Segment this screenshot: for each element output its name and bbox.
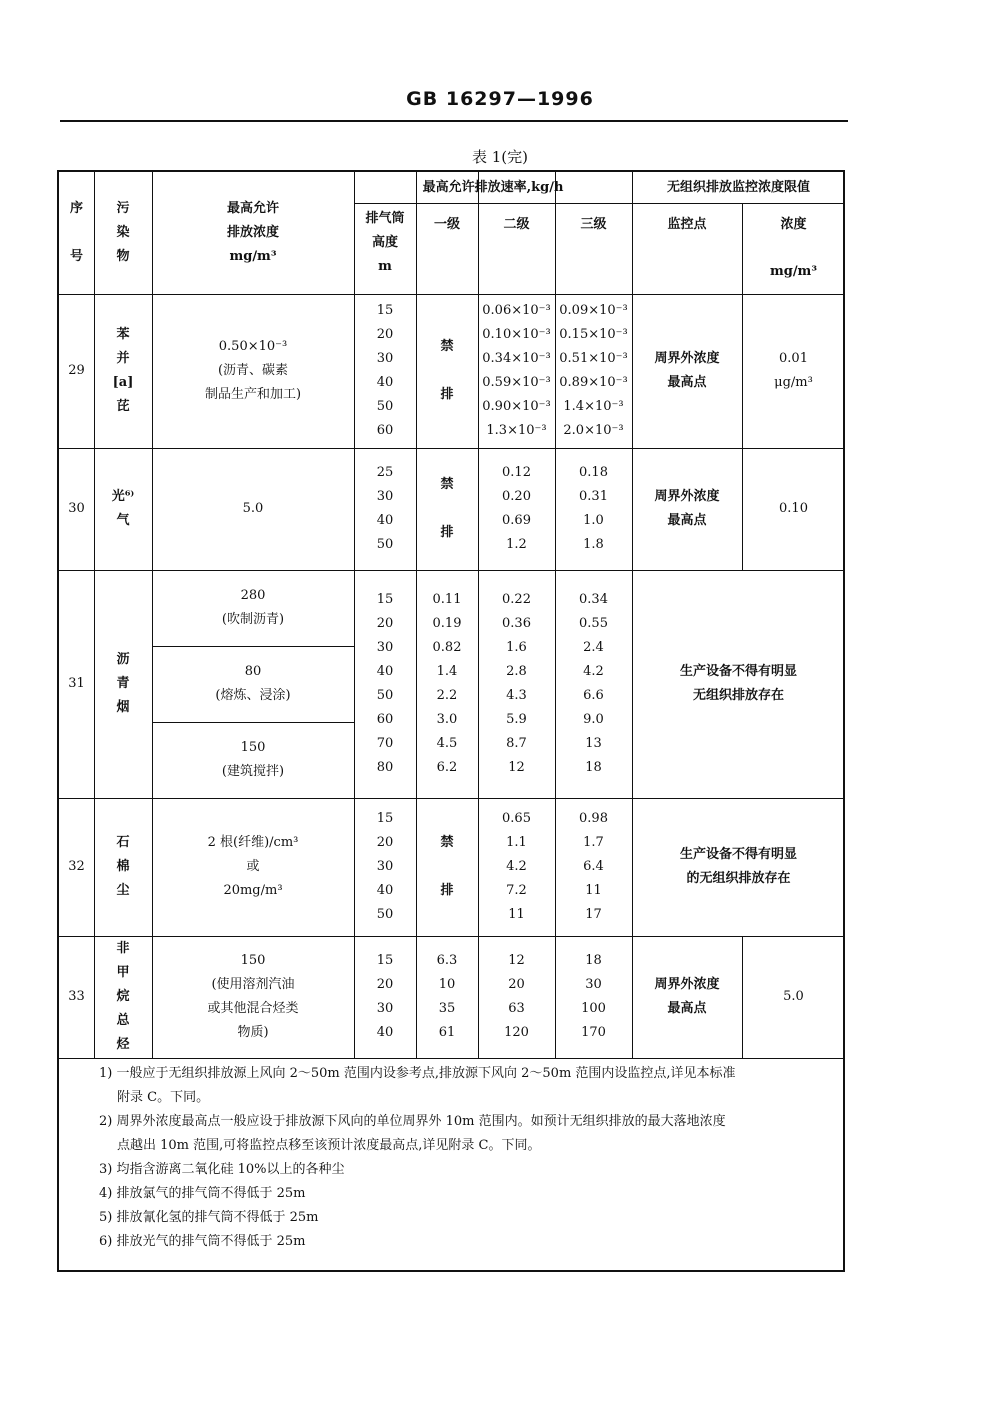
max-concentration-line: 0.50×10⁻³	[218, 339, 288, 354]
sub-concentration-line: 80	[244, 664, 262, 679]
footnote-line: 5) 排放氰化氢的排气筒不得低于 25m	[99, 1210, 319, 1225]
monitor-point-line: 周界外浓度	[654, 977, 720, 992]
grade3-rate: 0.09×10⁻³	[559, 303, 628, 318]
grade1-rate: 0.11	[432, 592, 462, 607]
pollutant-name-line: 光⁶⁾	[111, 489, 135, 504]
grade2-rate: 0.12	[502, 465, 531, 480]
concentration-limit-line: 0.10	[779, 501, 808, 516]
column-rule	[742, 294, 743, 570]
stack-height: 50	[376, 399, 394, 414]
monitor-point-line: 最高点	[667, 375, 707, 390]
pollutant-name-line: 气	[116, 513, 130, 528]
grade1-rate: 0.82	[432, 640, 462, 655]
monitor-point-line: 周界外浓度	[654, 489, 720, 504]
concentration-limit	[744, 497, 844, 521]
sub-concentration-line: (熔炼、浸涂)	[215, 688, 291, 703]
max-concentration-line: 物质)	[237, 1025, 269, 1040]
stack-height: 40	[376, 513, 394, 528]
header-concentration: 浓度	[780, 217, 807, 232]
stack-height: 15	[376, 303, 394, 318]
unorganized-note-line: 无组织排放存在	[692, 688, 784, 703]
max-concentration-line: 5.0	[242, 501, 264, 516]
header-concentration-unit: mg/m³	[769, 264, 818, 279]
grade3-rate: 0.31	[579, 489, 608, 504]
unorganized-note-line: 生产设备不得有明显	[679, 664, 797, 679]
stack-height: 15	[376, 811, 394, 826]
grade2-rate: 5.9	[506, 712, 527, 727]
grade3-rate: 18	[585, 760, 602, 775]
grade1-rate: 1.4	[436, 664, 458, 679]
grade3-rate: 4.2	[583, 664, 604, 679]
column-rule	[632, 172, 633, 1058]
header-stack-height	[355, 207, 415, 279]
header-grade2: 二级	[503, 217, 530, 232]
sub-concentration-line: 280	[240, 588, 266, 603]
grade1-rate: 2.2	[436, 688, 458, 703]
concentration-limit-line: μg/m³	[774, 375, 813, 390]
grade2-rate: 4.3	[506, 688, 527, 703]
stack-height: 40	[376, 664, 394, 679]
pollutant-name-line: 并	[116, 351, 130, 366]
max-concentration	[158, 949, 348, 1045]
row-number: 31	[68, 676, 85, 691]
column-rule	[152, 172, 153, 1058]
stack-height: 20	[376, 327, 394, 342]
header-grade1: 一级	[433, 217, 460, 232]
max-concentration-line: (使用溶剂汽油	[211, 977, 295, 992]
stack-height: 40	[376, 375, 394, 390]
pollutant-name-line: 烟	[116, 700, 130, 715]
pollutant-name-line: 沥	[116, 652, 130, 667]
max-concentration-line: 2 根(纤维)/cm³	[207, 835, 299, 850]
grade3-rate: 0.98	[579, 811, 608, 826]
grade2-rate: 0.22	[502, 592, 531, 607]
grade3-rate: 0.34	[579, 592, 608, 607]
row-rule	[59, 448, 845, 449]
header-stack-height-line: 高度	[371, 234, 398, 250]
footnote-line: 2) 周界外浓度最高点一般应设于排放源下风向的单位周界外 10m 范围内。如预计无组织排放的最大落地浓度	[99, 1114, 726, 1129]
grade2-rate: 0.20	[502, 489, 531, 504]
sub-concentration-line: 150	[240, 740, 266, 755]
grade1-prohibited-line: 禁	[440, 835, 454, 850]
header-pollutant-line: 染	[116, 225, 130, 240]
grade3-rate: 6.4	[583, 859, 604, 874]
sub-concentration-line: (建筑搅拌)	[221, 764, 285, 779]
unorganized-note	[639, 660, 839, 708]
header-stack-height-line: m	[378, 258, 392, 274]
grade1-prohibited	[417, 819, 477, 915]
monitor-point	[635, 973, 739, 1021]
grade3-rate: 13	[585, 736, 602, 751]
table-caption: 表 1(完)	[471, 148, 529, 166]
max-concentration	[158, 497, 348, 521]
grade2-rate: 12	[508, 760, 525, 775]
row-number: 32	[68, 859, 85, 874]
stack-height: 15	[376, 953, 394, 968]
grade1-prohibited-line: 禁	[440, 339, 454, 354]
max-concentration-line: 20mg/m³	[223, 883, 283, 898]
unorganized-note	[639, 843, 839, 891]
grade3-rate: 0.15×10⁻³	[559, 327, 628, 342]
header-unorganized-group: 无组织排放监控浓度限值	[666, 179, 810, 195]
footnote	[99, 1110, 839, 1158]
pollutant-name-line: 芘	[116, 399, 130, 414]
header-max-concentration-line: mg/m³	[229, 249, 277, 264]
header-pollutant-line: 物	[116, 249, 130, 264]
stack-height: 25	[376, 465, 394, 480]
pollutant-name	[98, 937, 148, 1057]
max-concentration	[158, 831, 348, 903]
grade1-prohibited-line: 排	[440, 883, 454, 898]
grade2-rate: 120	[504, 1025, 529, 1040]
concentration-limit	[744, 985, 844, 1009]
stack-height: 50	[376, 688, 394, 703]
stack-height: 50	[376, 907, 394, 922]
grade2-rate: 0.06×10⁻³	[482, 303, 551, 318]
stack-height: 40	[376, 1025, 394, 1040]
grade2-rate: 63	[508, 1001, 525, 1016]
header-seq-line: 序	[69, 201, 83, 216]
grade2-rate: 1.2	[506, 537, 527, 552]
max-concentration-line: 150	[240, 953, 266, 968]
grade2-rate: 8.7	[506, 736, 527, 751]
max-concentration	[158, 335, 348, 407]
column-rule	[94, 172, 95, 1058]
grade3-rate: 1.4×10⁻³	[563, 399, 624, 414]
stack-height: 60	[376, 712, 394, 727]
grade2-rate: 0.65	[502, 811, 531, 826]
pollutant-name-line: 青	[116, 676, 130, 691]
header-rule	[60, 120, 848, 122]
footnotes	[99, 1062, 839, 1254]
grade3-rate: 30	[585, 977, 602, 992]
row-number: 30	[68, 501, 85, 516]
monitor-point-line: 最高点	[667, 513, 707, 528]
header-max-concentration-line: 最高允许	[226, 201, 279, 216]
sub-concentration	[158, 584, 348, 632]
stack-height: 30	[376, 1001, 394, 1016]
footnote	[99, 1182, 839, 1206]
grade1-rate: 6.3	[436, 953, 458, 968]
pollutant-name-line: 总	[116, 1013, 130, 1028]
stack-height: 40	[376, 883, 394, 898]
row-rule	[59, 936, 845, 937]
stack-height: 20	[376, 977, 394, 992]
stack-height: 30	[376, 489, 394, 504]
footnote	[99, 1230, 839, 1254]
grade3-rate: 1.8	[583, 537, 604, 552]
pollutant-name-line: [a]	[112, 375, 134, 390]
grade2-rate: 0.59×10⁻³	[482, 375, 551, 390]
header-bottom-rule	[59, 294, 845, 295]
stack-height: 80	[376, 760, 394, 775]
pollutant-name-line: 尘	[116, 883, 130, 898]
grade3-rate: 18	[585, 953, 602, 968]
grade1-rate: 61	[438, 1025, 456, 1040]
stack-height: 30	[376, 859, 394, 874]
stack-height: 20	[376, 616, 394, 631]
pollutant-name-line: 棉	[116, 859, 130, 874]
grade2-rate: 7.2	[506, 883, 527, 898]
concentration-limit	[744, 347, 844, 395]
stack-height: 30	[376, 351, 394, 366]
max-concentration-line: 制品生产和加工)	[204, 387, 302, 402]
grade3-rate: 11	[585, 883, 602, 898]
monitor-point-line: 周界外浓度	[654, 351, 720, 366]
header-pollutant-line: 污	[116, 201, 130, 216]
grade1-rate: 4.5	[436, 736, 458, 751]
grade1-prohibited	[417, 323, 477, 419]
pollutant-name	[98, 323, 148, 419]
grade2-rate: 2.8	[506, 664, 527, 679]
pollutant-name-line: 非	[116, 941, 130, 956]
grade2-rate: 0.10×10⁻³	[482, 327, 551, 342]
header-rate-group: 最高允许排放速率,kg/h	[422, 179, 564, 195]
stack-height: 30	[376, 640, 394, 655]
row-number: 33	[68, 989, 85, 1004]
footnote-line: 1) 一般应于无组织排放源上风向 2～50m 范围内设参考点,排放源下风向 2～50m 范围内设监控点,详见本标准	[99, 1066, 736, 1081]
grade3-rate: 1.7	[583, 835, 604, 850]
row-rule	[59, 1058, 845, 1059]
unorganized-note-line: 的无组织排放存在	[686, 871, 791, 886]
header-grade3: 三级	[580, 217, 607, 232]
grade1-prohibited-line: 排	[440, 387, 454, 402]
grade3-rate: 0.89×10⁻³	[559, 375, 628, 390]
footnote-line: 附录 C。下同。	[117, 1090, 210, 1105]
grade2-rate: 0.36	[502, 616, 531, 631]
sub-concentration	[158, 660, 348, 708]
grade2-rate: 1.3×10⁻³	[486, 423, 547, 438]
grade2-rate: 0.34×10⁻³	[482, 351, 551, 366]
grade1-rate: 10	[438, 977, 456, 992]
pollutant-name-line: 烃	[116, 1037, 130, 1052]
grade3-rate: 170	[581, 1025, 606, 1040]
grade2-rate: 0.69	[502, 513, 531, 528]
grade3-rate: 17	[585, 907, 602, 922]
grade2-rate: 0.90×10⁻³	[482, 399, 551, 414]
footnote	[99, 1062, 839, 1110]
standard-number: GB 16297—1996	[406, 88, 594, 110]
max-concentration-line: 或	[246, 859, 260, 874]
row-rule	[59, 570, 845, 571]
pollutant-name-line: 苯	[116, 327, 130, 342]
sub-concentration-line: (吹制沥青)	[221, 612, 285, 627]
sub-row-rule	[152, 722, 354, 723]
sub-concentration	[158, 736, 348, 784]
grade1-rate: 6.2	[436, 760, 458, 775]
header-max-concentration-line: 排放浓度	[226, 225, 279, 240]
row-number: 29	[68, 363, 85, 378]
grade1-prohibited	[417, 461, 477, 557]
concentration-limit-line: 0.01	[779, 351, 808, 366]
pollutant-name	[98, 831, 148, 903]
footnote-line: 6) 排放光气的排气筒不得低于 25m	[99, 1234, 306, 1249]
grade3-rate: 0.51×10⁻³	[559, 351, 628, 366]
grade1-prohibited-line: 排	[440, 525, 454, 540]
grade3-rate: 0.18	[579, 465, 608, 480]
header-group-rule	[354, 203, 845, 204]
footnote-line: 3) 均指含游离二氧化硅 10%以上的各种尘	[99, 1162, 345, 1177]
unorganized-note-line: 生产设备不得有明显	[679, 847, 797, 862]
grade3-rate: 6.6	[583, 688, 604, 703]
monitor-point	[635, 347, 739, 395]
header-stack-height-line: 排气筒	[365, 210, 405, 226]
grade2-rate: 20	[508, 977, 525, 992]
header-seq	[62, 185, 92, 281]
monitor-point	[635, 485, 739, 533]
max-concentration-line: 或其他混合烃类	[207, 1001, 299, 1016]
grade1-rate: 0.19	[432, 616, 462, 631]
pollutant-name	[98, 648, 148, 720]
sub-row-rule	[152, 646, 354, 647]
header-monitor-point: 监控点	[667, 217, 707, 232]
stack-height: 15	[376, 592, 394, 607]
grade3-rate: 9.0	[583, 712, 604, 727]
grade2-rate: 4.2	[506, 859, 527, 874]
concentration-limit-line: 5.0	[783, 989, 804, 1004]
footnote	[99, 1206, 839, 1230]
grade2-rate: 1.6	[506, 640, 527, 655]
grade1-rate: 3.0	[436, 712, 458, 727]
grade1-prohibited-line: 禁	[440, 477, 454, 492]
header-pollutant	[103, 197, 143, 269]
grade3-rate: 2.0×10⁻³	[563, 423, 624, 438]
grade3-rate: 0.55	[579, 616, 608, 631]
grade2-rate: 12	[508, 953, 525, 968]
pollutant-name-line: 烷	[116, 989, 130, 1004]
stack-height: 70	[376, 736, 394, 751]
grade2-rate: 11	[508, 907, 525, 922]
emission-limits-table	[57, 170, 845, 1272]
footnote-line: 点越出 10m 范围,可将监控点移至该预计浓度最高点,详见附录 C。下同。	[117, 1138, 541, 1153]
max-concentration-line: (沥青、碳素	[217, 363, 289, 378]
monitor-point-line: 最高点	[667, 1001, 707, 1016]
footnote-line: 4) 排放氯气的排气筒不得低于 25m	[99, 1186, 306, 1201]
stack-height: 20	[376, 835, 394, 850]
grade3-rate: 100	[581, 1001, 606, 1016]
stack-height: 50	[376, 537, 394, 552]
grade1-rate: 35	[438, 1001, 456, 1016]
footnote	[99, 1158, 839, 1182]
grade3-rate: 2.4	[583, 640, 604, 655]
row-rule	[59, 798, 845, 799]
header-max-concentration	[163, 197, 343, 269]
stack-height: 60	[376, 423, 394, 438]
grade2-rate: 1.1	[506, 835, 527, 850]
grade3-rate: 1.0	[583, 513, 604, 528]
header-seq-line: 号	[69, 249, 83, 264]
pollutant-name-line: 石	[116, 835, 130, 850]
pollutant-name	[98, 485, 148, 533]
pollutant-name-line: 甲	[116, 965, 130, 980]
